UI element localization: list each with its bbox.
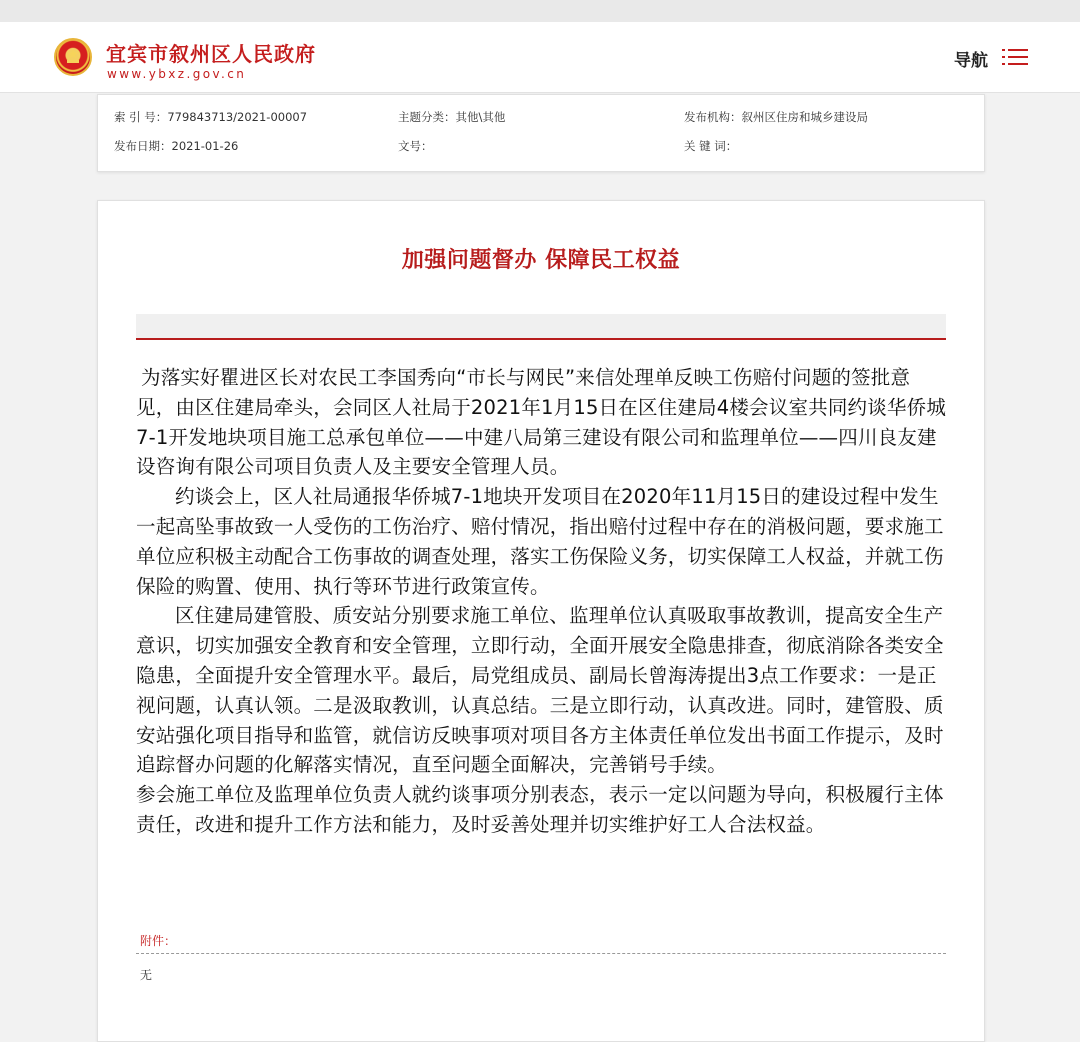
meta-docno	[398, 138, 433, 154]
meta-keywords-label: 关 键 词：	[684, 139, 738, 153]
article-card	[97, 200, 985, 1042]
article-paragraph: 约谈会上，区人社局通报华侨城7-1地块开发项目在2020年11月15日的建设过程中发生一起高坠事故致一人受伤的工伤治疗、赔付情况，指出赔付过程中存在的消极问题，要求施工单位应积极主动配合工伤事故的调查处理，落实工伤保险义务，切实保障工人权益，并就工伤保险的购置、使用、执行等环节进行政策宣传。	[136, 485, 944, 598]
national-emblem-icon[interactable]	[54, 38, 92, 76]
article-body	[136, 363, 948, 840]
meta-index	[114, 109, 307, 125]
meta-publisher-value: 叙州区住房和城乡建设局	[741, 110, 868, 124]
browser-top-strip	[0, 0, 1080, 22]
meta-index-value: 779843713/2021-00007	[167, 110, 308, 124]
meta-topic-label: 主题分类：	[398, 110, 456, 124]
site-name[interactable]: 宜宾市叙州区人民政府	[106, 42, 316, 66]
attachment-divider	[136, 953, 946, 954]
meta-topic	[398, 109, 505, 125]
site-url: www.ybxz.gov.cn	[107, 67, 247, 81]
nav-label[interactable]: 导航	[954, 51, 988, 71]
menu-icon[interactable]	[1002, 47, 1028, 67]
meta-date-value: 2021-01-26	[171, 139, 239, 153]
meta-publisher	[684, 109, 868, 125]
article-title: 加强问题督办 保障民工权益	[401, 248, 681, 273]
attachment-value: 无	[140, 968, 153, 982]
meta-index-label: 索 引 号：	[114, 110, 168, 124]
meta-docno-label: 文号：	[398, 139, 433, 153]
document-meta-card	[97, 94, 985, 172]
meta-topic-value: 其他\其他	[455, 110, 506, 124]
meta-date	[114, 138, 238, 154]
site-header	[0, 22, 1080, 93]
attachment-label: 附件：	[140, 934, 177, 948]
article-paragraph: 区住建局建管股、质安站分别要求施工单位、监理单位认真吸取事故教训，提高安全生产意识，切实加强安全教育和安全管理，立即行动，全面开展安全隐患排查，彻底消除各类安全隐患，全面提升安全管理水平。最后，局党组成员、副局长曾海涛提出3点工作要求：一是正视问题，认真认领。二是汲取教训，认真总结。三是立即行动，认真改进。同时，建管股、质安站强化项目指导和监管，就信访反映事项对项目各方主体责任单位发出书面工作提示，及时追踪督办问题的化解落实情况，直至问题全面解决，完善销号手续。	[136, 604, 944, 777]
title-divider	[136, 314, 946, 340]
meta-date-label: 发布日期：	[114, 139, 172, 153]
article-paragraph: 为落实好瞿进区长对农民工李国秀向“市长与网民”来信处理单反映工伤赔付问题的签批意见，由区住建局牵头，会同区人社局于2021年1月15日在区住建局4楼会议室共同约谈华侨城7-1开发地块项目施工总承包单位——中建八局第三建设有限公司和监理单位——四川良友建设咨询有限公司项目负责人及主要安全管理人员。	[136, 366, 947, 479]
article-paragraph: 参会施工单位及监理单位负责人就约谈事项分别表态，表示一定以问题为导向，积极履行主体责任，改进和提升工作方法和能力，及时妥善处理并切实维护好工人合法权益。	[136, 783, 944, 836]
meta-publisher-label: 发布机构：	[684, 110, 742, 124]
meta-keywords	[684, 138, 737, 154]
